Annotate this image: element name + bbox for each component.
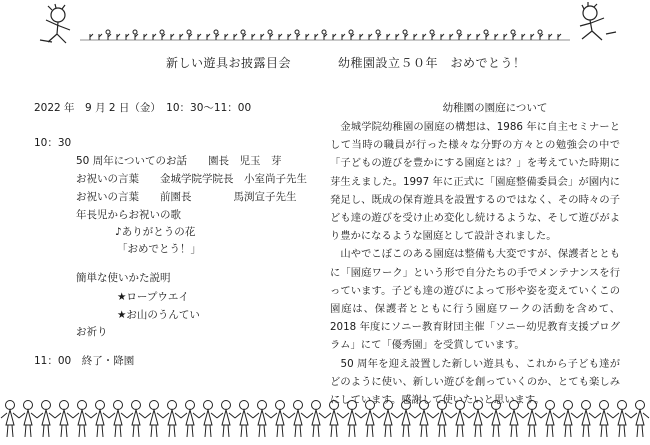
event-title: 新しい遊具お披露目会 bbox=[166, 56, 292, 70]
child-figure bbox=[91, 401, 109, 438]
child-figure bbox=[73, 401, 91, 438]
child-figure bbox=[289, 401, 307, 438]
child-figure bbox=[325, 401, 343, 438]
child-figure bbox=[523, 401, 541, 438]
child-figure bbox=[343, 401, 361, 438]
end-time: 11：00 終了・降園 bbox=[34, 355, 135, 367]
program-item: お祝いの言葉 前園長 馬渕宣子先生 bbox=[76, 191, 297, 203]
child-figure bbox=[541, 401, 559, 438]
child-figure bbox=[361, 401, 379, 438]
program-item: ♪ありがとうの花 bbox=[115, 226, 196, 238]
child-figure bbox=[559, 401, 577, 438]
child-figure bbox=[595, 401, 613, 438]
child-figure bbox=[451, 401, 469, 438]
child-figure bbox=[55, 401, 73, 438]
anniversary-title: 幼稚園設立５０年 おめでとう！ bbox=[338, 56, 526, 70]
child-figure bbox=[217, 401, 235, 438]
child-figure bbox=[235, 401, 253, 438]
start-time: 10：30 bbox=[34, 137, 72, 149]
children-holding-hands-border bbox=[0, 395, 650, 445]
child-figure bbox=[415, 401, 433, 438]
child-figure bbox=[577, 401, 595, 438]
article-paragraph: 山やでこぼこのある園庭は整備も大変ですが、保護者とともに「園庭ワーク」という形で自分たちの手でメンテナンスを行っています。子ども達の遊びによって形や姿を変えていくこの園庭は、保護者とともに行う園庭ワークの活動を含めて、2018 年度にソニー教育財団主催「ソニー幼児教育支援プログラム」にて「優秀園」を受賞しています。 bbox=[330, 248, 620, 352]
child-figure bbox=[307, 401, 325, 438]
running-child-right-illustration bbox=[580, 2, 616, 40]
program-item: 50 周年についてのお話 園長 児玉 芽 bbox=[76, 155, 282, 167]
child-figure bbox=[19, 401, 37, 438]
article-paragraph: 50 周年を迎え設置した新しい遊具も、これから子ども達がどのように使い、新しい遊びを創っていくのか、とても楽しみにしています。感謝して使いたいと思います。 bbox=[330, 357, 620, 407]
program-item: 「おめでとう！」 bbox=[117, 243, 201, 255]
child-figure bbox=[271, 401, 289, 438]
top-flower-border bbox=[0, 0, 650, 44]
running-child-left-illustration bbox=[40, 4, 70, 43]
child-figure bbox=[631, 401, 649, 438]
child-figure bbox=[487, 401, 505, 438]
program-item: 年長児からお祝いの歌 bbox=[76, 209, 181, 221]
event-date: 2022 年 9 月 2 日（金） 10：30～11：00 bbox=[34, 102, 252, 114]
article-paragraph: 金城学院幼稚園の園庭の構想は、1986 年に自主セミナーとして当時の職員が行った様々な分野の方々との勉強会の中で「子どもの遊びを豊かにする園庭とは？」を考えていた時期に芽生えました。1997 年に正式に「園庭整備委員会」が園内に発足し、既成の保育遊具を設置するのではなく、その時々の子ども達の遊びを受け止め変化し続けるような、そして遊びがより豊かになるような園庭として設計されました。 bbox=[330, 121, 620, 243]
child-figure bbox=[505, 401, 523, 438]
program-item: 簡単な使いかた説明 bbox=[76, 272, 171, 284]
child-figure bbox=[379, 401, 397, 438]
child-figure bbox=[145, 401, 163, 438]
child-figure bbox=[181, 401, 199, 438]
program-item: ★ロープウエイ bbox=[117, 291, 189, 303]
garden-article bbox=[330, 100, 620, 409]
child-figure bbox=[37, 401, 55, 438]
child-figure bbox=[469, 401, 487, 438]
child-figure bbox=[433, 401, 451, 438]
program-item: ★お山のうんてい bbox=[117, 309, 200, 321]
program-item: お祈り bbox=[76, 326, 108, 338]
article-heading: 幼稚園の園庭について bbox=[442, 102, 548, 114]
child-figure bbox=[199, 401, 217, 438]
program-item: お祝いの言葉 金城学院学院長 小室尚子先生 bbox=[76, 173, 307, 185]
child-figure bbox=[163, 401, 181, 438]
child-figure bbox=[253, 401, 271, 438]
child-figure bbox=[127, 401, 145, 438]
child-figure bbox=[397, 401, 415, 438]
child-figure bbox=[1, 401, 19, 438]
child-figure bbox=[109, 401, 127, 438]
child-figure bbox=[613, 401, 631, 438]
